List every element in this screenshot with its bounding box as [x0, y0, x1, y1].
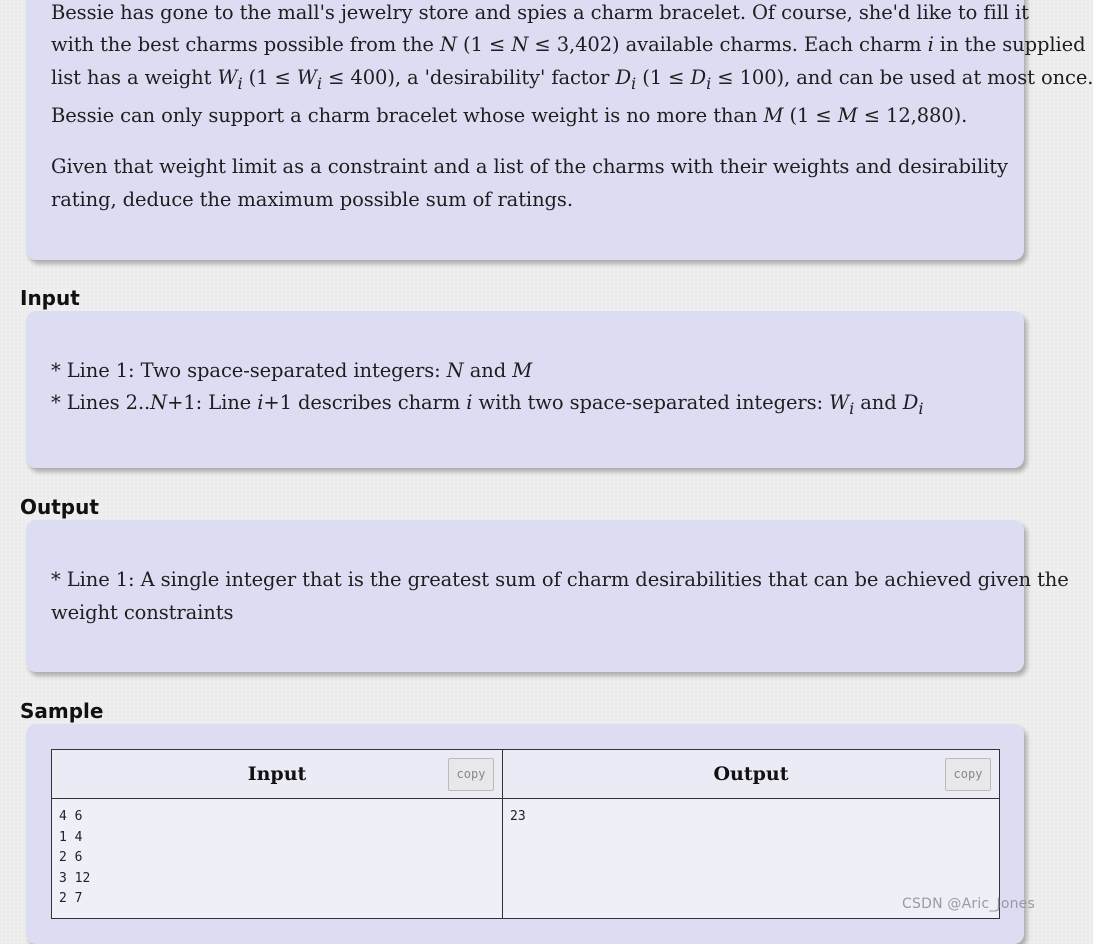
- copy-output-button[interactable]: copy: [945, 758, 991, 791]
- sample-heading: Sample: [20, 699, 104, 723]
- description-para2-line-1: Given that weight limit as a constraint and a list of the charms with their weights and desirability: [51, 155, 1008, 178]
- input-heading: Input: [20, 286, 80, 310]
- sample-output-line: 23: [510, 809, 526, 824]
- sample-input-line: 3 12: [59, 870, 91, 886]
- sample-input-line: 1 4: [59, 829, 83, 845]
- input-line-2: * Lines 2..N+1: Line i+1 describes charm i with two space-separated integers: $W_i$ and $D_i$: [51, 391, 924, 418]
- sample-input-line: 2 6: [59, 850, 83, 865]
- output-heading: Output: [20, 495, 99, 519]
- sample-output-header: Output copy: [503, 750, 1000, 799]
- description-para2-line-2: rating, deduce the maximum possible sum of ratings.: [51, 188, 573, 211]
- description-line-4: Bessie can only support a charm bracelet whose weight is no more than M (1 ≤ M ≤ 12,880).: [51, 104, 968, 127]
- sample-input-line: 2 7: [59, 891, 83, 906]
- description-line-1: Bessie has gone to the mall's jewelry store and spies a charm bracelet. Of course, she'd like to fill it: [51, 1, 1029, 24]
- sample-input-cell[interactable]: [52, 799, 503, 919]
- sample-input-header: Input copy: [52, 750, 503, 799]
- copy-input-button[interactable]: copy: [448, 758, 494, 791]
- output-line-2: weight constraints: [51, 601, 234, 624]
- description-line-3: list has a weight $W_i$ $(1 \le W_i \le 400)$, a 'desirability' factor $D_i$ $(1 \le D_i \le 100)$, and can be used at most once.: [51, 66, 1093, 93]
- description-line-2: with the best charms possible from the N (1 ≤ N ≤ 3,402) available charms. Each charm i in the supplied: [51, 33, 1086, 56]
- sample-table: [51, 749, 1000, 919]
- sample-input-line: 4 6: [59, 809, 83, 824]
- output-line-1: * Line 1: A single integer that is the greatest sum of charm desirabilities that can be achieved given the: [51, 568, 1069, 591]
- input-line-1: * Line 1: Two space-separated integers: N and M: [51, 359, 533, 382]
- watermark: CSDN @Aric_Jones: [902, 896, 1035, 912]
